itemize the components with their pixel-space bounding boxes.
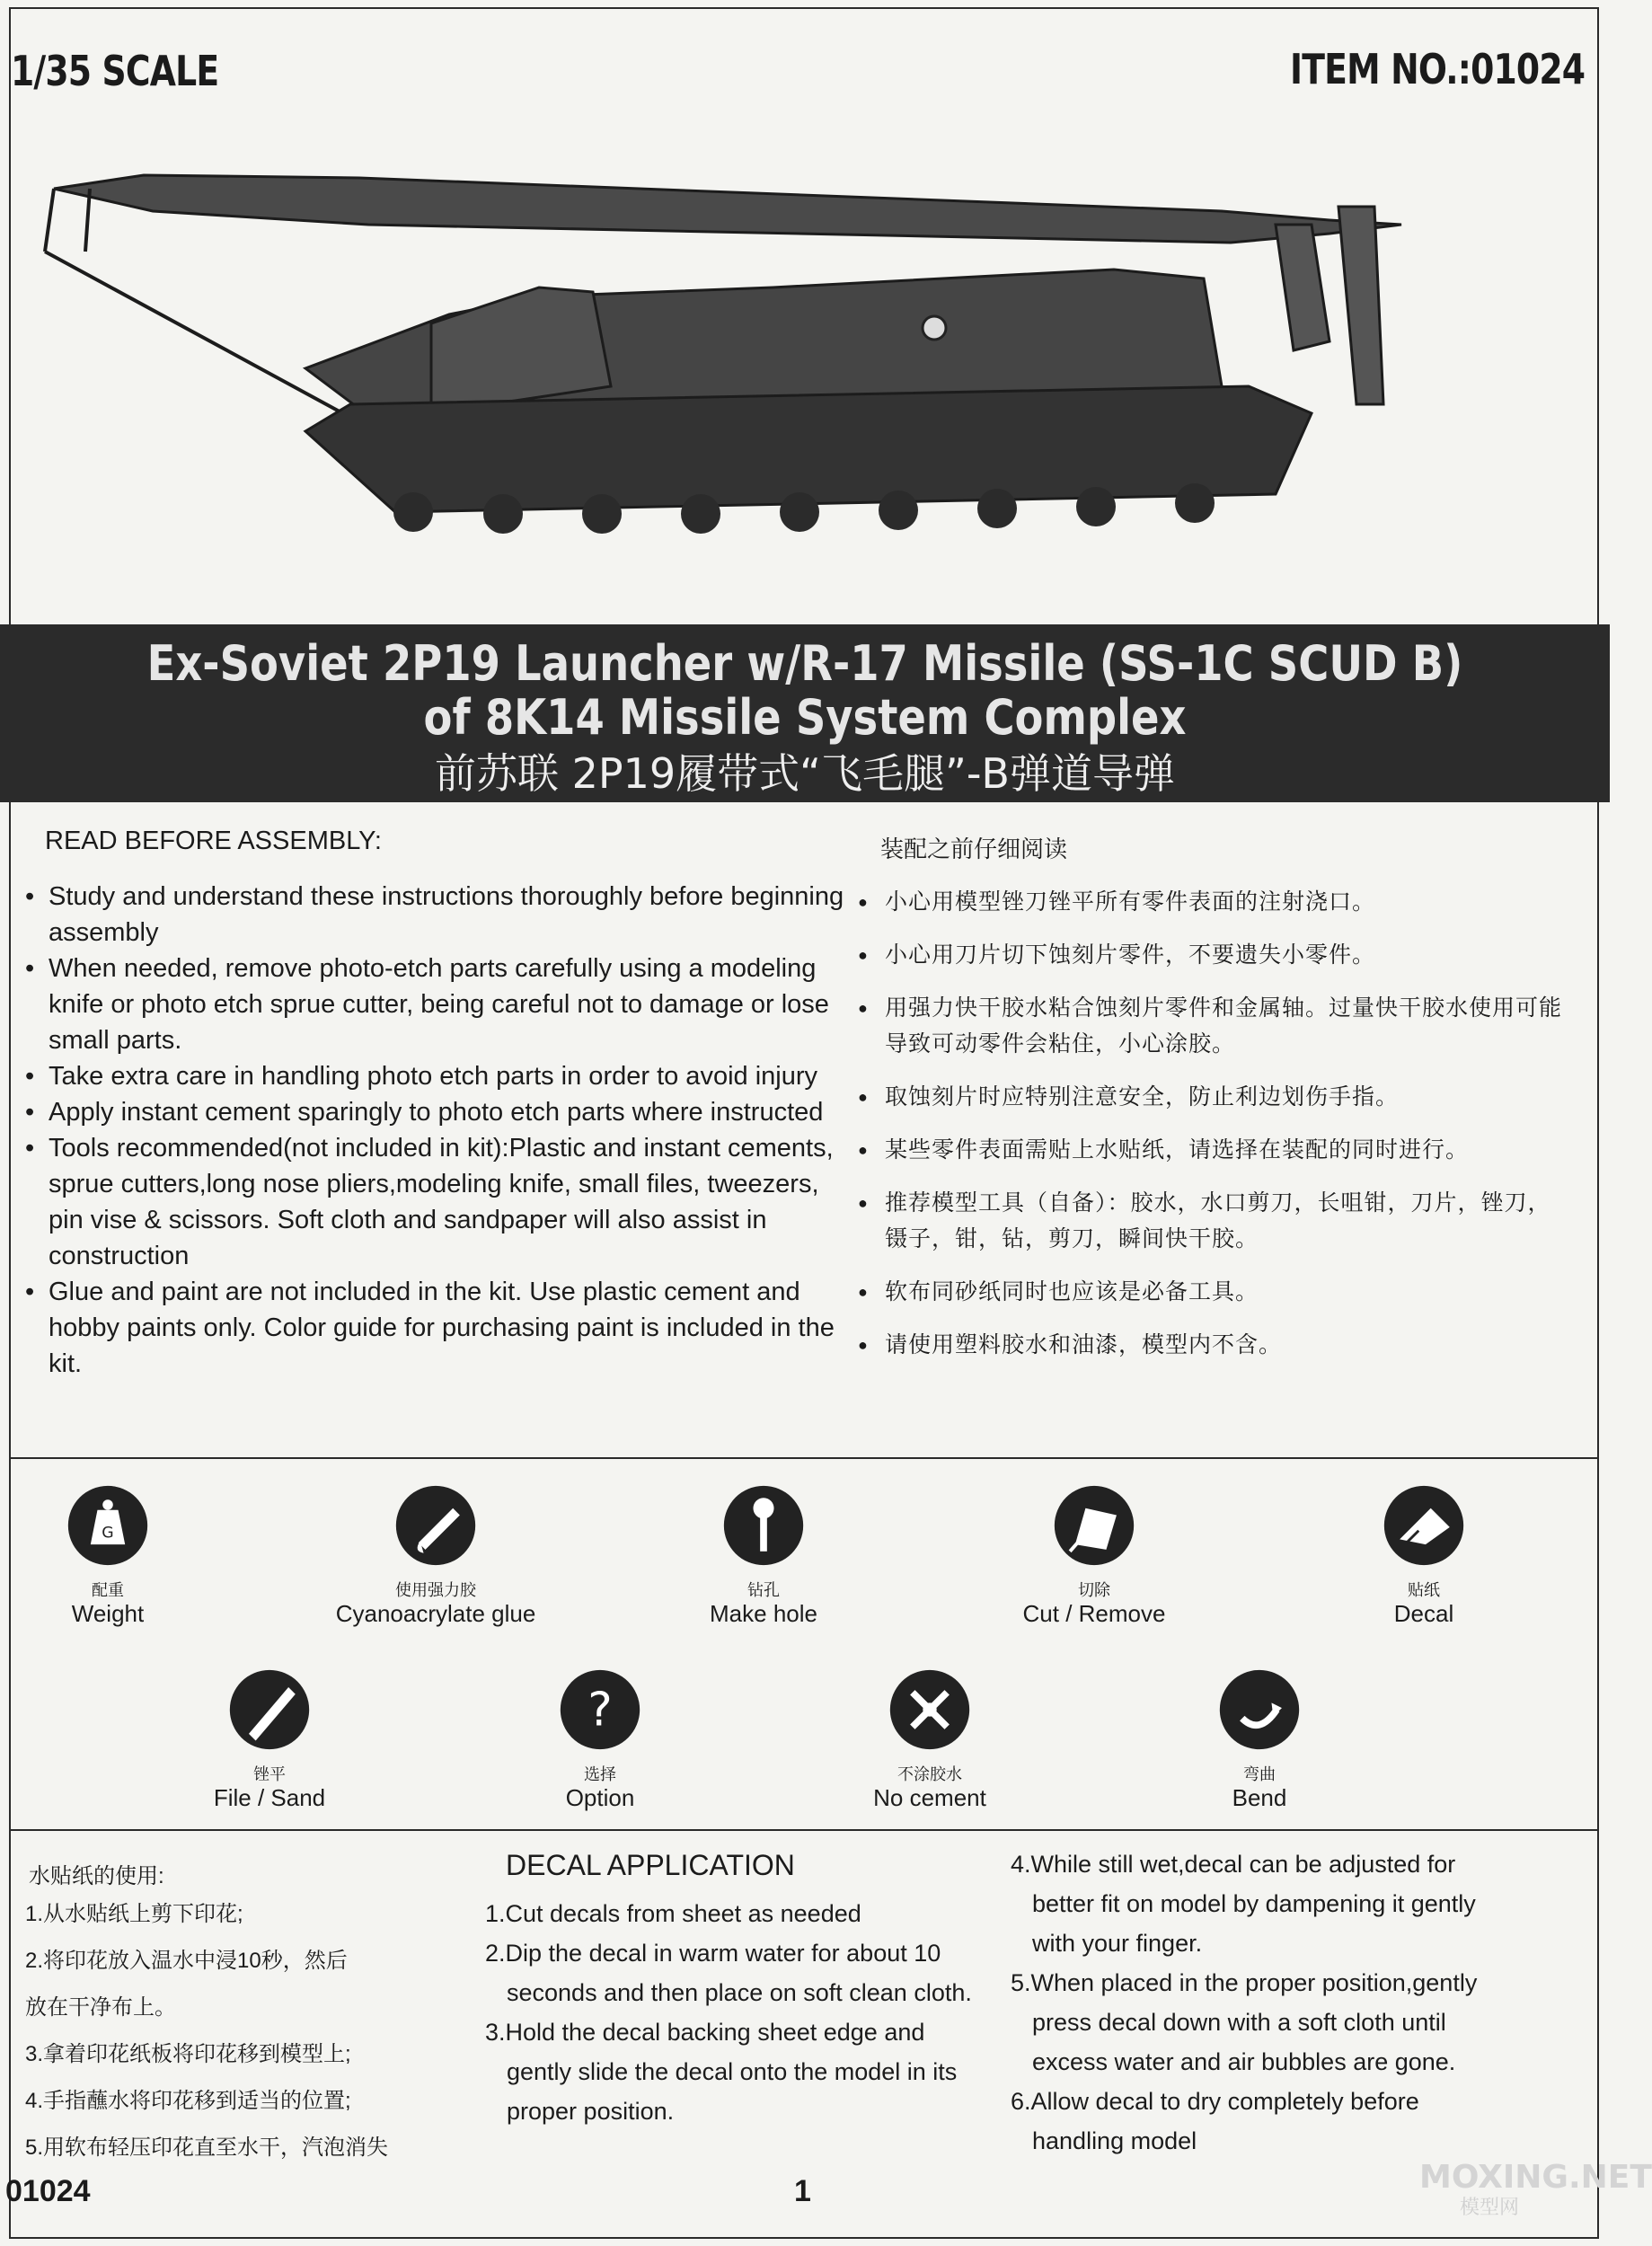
decal-heading-cn: 水贴纸的使用: [29,1864,164,1888]
symbol-weight: G 配重 Weight [0,1482,225,1627]
symbol-bend: 弯曲 Bend [1143,1667,1376,1811]
list-item: 1.Cut decals from sheet as needed [485,1900,861,1927]
footer-item-number: 01024 [5,2174,91,2208]
watermark: MOXING.NET [1419,2159,1652,2196]
list-item: seconds and then place on soft clean cloth. [507,1979,972,2006]
title-line-1: Ex-Soviet 2P19 Launcher w/R-17 Missile (SS-1C SCUD B) [146,635,1463,692]
list-item: 3.拿着印花纸板将印花移到模型上; [25,2042,351,2066]
scale-label: 1/35 SCALE [11,47,219,95]
read-before-heading: READ BEFORE ASSEMBLY: [45,827,382,855]
list-item: • Take extra care in handling photo etch parts in order to avoid injury [25,1058,852,1094]
svg-text:G: G [102,1524,114,1543]
symbol-option: ? 选择 Option [483,1667,717,1811]
list-item: ● 小心用模型锉刀锉平所有零件表面的注射浇口。 [858,884,1568,920]
title-line-2: of 8K14 Missile System Complex [423,689,1187,746]
list-item: 4.手指蘸水将印花移到适当的位置; [25,2089,351,2113]
list-item: ● 用强力快干胶水粘合蚀刻片零件和金属轴。过量快干胶水使用可能导致可动零件会粘住，小心涂胶。 [858,990,1568,1062]
page-number: 1 [794,2174,811,2208]
list-item: press decal down with a soft cloth until [1032,2009,1446,2036]
list-item: 4.While still wet,decal can be adjusted for [1011,1851,1456,1878]
symbol-glue: 使用强力胶 Cyanoacrylate glue [319,1482,552,1627]
symbol-file: 锉平 File / Sand [153,1667,386,1811]
divider [9,1457,1599,1459]
read-before-list [25,879,852,1382]
list-item: • Glue and paint are not included in the kit. Use plastic cement and hobby paints only. Color guide for purchasing paint is included in the kit. [25,1274,852,1382]
decal-steps-cn [25,1891,447,2171]
watermark-sub: 模型网 [1460,2196,1520,2218]
cut-icon [1051,1482,1137,1569]
list-item: 5.用软布轻压印花直至水干，汽泡消失 [25,2135,389,2160]
list-item: ● 小心用刀片切下蚀刻片零件，不要遗失小零件。 [858,937,1568,973]
list-item: better fit on model by dampening it gently [1032,1890,1476,1917]
list-item: handling model [1032,2127,1197,2154]
glue-icon [393,1482,479,1569]
item-number: ITEM NO.:01024 [1289,45,1585,93]
title-band [0,624,1610,802]
svg-text:?: ? [587,1683,613,1738]
decal-steps-col2 [1011,1844,1514,2161]
symbol-no-cement: 不涂胶水 No cement [813,1667,1047,1811]
decal-icon [1381,1482,1467,1569]
weight-icon [65,1482,151,1569]
list-item: 1.从水贴纸上剪下印花; [25,1902,243,1926]
symbol-decal: 贴纸 Decal [1307,1482,1541,1627]
list-item: 5.When placed in the proper position,gently [1011,1969,1478,1996]
list-item: • When needed, remove photo-etch parts carefully using a modeling knife or photo etch sprue cutter, being careful not to damage or lose small parts. [25,951,852,1058]
list-item: ● 某些零件表面需贴上水贴纸，请选择在装配的同时进行。 [858,1132,1568,1168]
list-item: 3.Hold the decal backing sheet edge and [485,2019,925,2046]
file-icon [226,1667,313,1753]
option-icon [557,1667,643,1753]
decal-heading: DECAL APPLICATION [506,1849,795,1881]
list-item: gently slide the decal onto the model in its [507,2058,958,2085]
list-item: 放在干净布上。 [25,1995,176,2020]
list-item: proper position. [507,2098,675,2125]
list-item: ● 取蚀刻片时应特别注意安全，防止利边划伤手指。 [858,1079,1568,1115]
list-item: ● 软布同砂纸同时也应该是必备工具。 [858,1274,1568,1310]
vehicle-illustration [36,135,1491,620]
symbol-make-hole: 钻孔 Make hole [647,1482,880,1627]
read-before-heading-cn: 装配之前仔细阅读 [880,836,1068,862]
read-before-list-cn [858,884,1568,1380]
title-line-cn: 前苏联 2P19履带式“飞毛腿”-B弹道导弹 [435,749,1175,798]
list-item: with your finger. [1032,1930,1203,1957]
list-item: excess water and air bubbles are gone. [1032,2048,1456,2075]
no-cement-icon [887,1667,973,1753]
decal-steps-col1 [485,1894,1024,2131]
list-item: 6.Allow decal to dry completely before [1011,2088,1419,2115]
list-item: ● 请使用塑料胶水和油漆，模型内不含。 [858,1327,1568,1363]
list-item: 2.将印花放入温水中浸10秒，然后 [25,1949,348,1973]
list-item: • Tools recommended(not included in kit):Plastic and instant cements, sprue cutters,long nose pliers,modeling knife, small files, tweezers, pin vise & scissors. Soft cloth and sandpaper will also assist in construction [25,1130,852,1274]
bend-icon [1216,1667,1303,1753]
divider [9,1829,1599,1831]
list-item: ● 推荐模型工具（自备）：胶水，水口剪刀，长咀钳，刀片，锉刀，镊子，钳，钻，剪刀，瞬间快干胶。 [858,1185,1568,1257]
drill-icon [720,1482,807,1569]
list-item: • Study and understand these instructions thoroughly before beginning assembly [25,879,852,951]
list-item: • Apply instant cement sparingly to photo etch parts where instructed [25,1094,852,1130]
list-item: 2.Dip the decal in warm water for about 10 [485,1940,941,1967]
symbol-cut: 切除 Cut / Remove [977,1482,1211,1627]
